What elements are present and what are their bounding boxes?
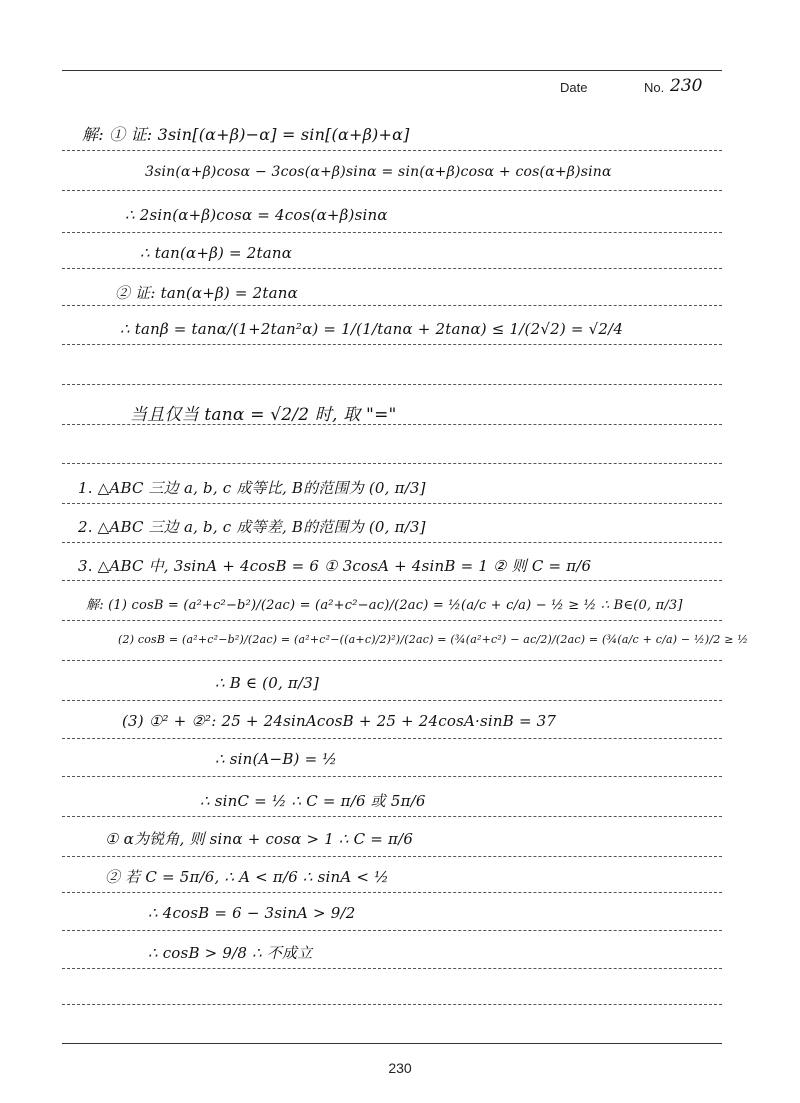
handwritten-line: ∴ cosB > 9/8 ∴ 不成立: [148, 944, 313, 962]
handwritten-line: 3. △ABC 中, 3sinA + 4cosB = 6 ① 3cosA + 4sinB = 1 ② 则 C = π/6: [78, 557, 592, 575]
handwritten-line: (3) ①² + ②²: 25 + 24sinAcosB + 25 + 24cosA·sinB = 37: [122, 712, 557, 730]
handwritten-line: 1. △ABC 三边 a, b, c 成等比, B的范围为 (0, π/3]: [78, 479, 426, 497]
handwritten-line: ∴ B ∈ (0, π/3]: [215, 674, 320, 692]
handwritten-line: ∴ tan(α+β) = 2tanα: [140, 244, 293, 262]
date-label: Date: [560, 80, 588, 95]
footer-rule: [62, 1043, 722, 1044]
handwritten-line: 2. △ABC 三边 a, b, c 成等差, B的范围为 (0, π/3]: [78, 518, 426, 536]
handwritten-line: (2) cosB = (a²+c²−b²)/(2ac) = (a²+c²−((a+c)/2)²)/(2ac) = (¾(a²+c²) − ac/2)/(2ac) = (¾(a/c + c/a) − ½)/2 ≥ ½: [118, 633, 749, 646]
handwritten-line: 解: (1) cosB = (a²+c²−b²)/(2ac) = (a²+c²−ac)/(2ac) = ½(a/c + c/a) − ½ ≥ ½ ∴ B∈(0, π/3]: [86, 598, 683, 613]
handwritten-line: ∴ 4cosB = 6 − 3sinA > 9/2: [148, 904, 356, 922]
handwritten-page-number: 230: [670, 76, 703, 96]
handwritten-line: ② 若 C = 5π/6, ∴ A < π/6 ∴ sinA < ½: [105, 868, 389, 886]
number-label: No.: [644, 80, 665, 95]
handwritten-line: ∴ sinC = ½ ∴ C = π/6 或 5π/6: [200, 792, 426, 810]
handwritten-line: ∴ 2sin(α+β)cosα = 4cos(α+β)sinα: [125, 206, 388, 224]
handwritten-line: 解: ① 证: 3sin[(α+β)−α] = sin[(α+β)+α]: [82, 125, 410, 144]
handwritten-line: ∴ tanβ = tanα/(1+2tan²α) = 1/(1/tanα + 2tanα) ≤ 1/(2√2) = √2/4: [120, 320, 624, 338]
handwritten-line: 当且仅当 tanα = √2/2 时, 取 "=": [130, 405, 397, 425]
page-number: 230: [388, 1060, 412, 1076]
handwritten-line: ① α为锐角, 则 sinα + cosα > 1 ∴ C = π/6: [105, 830, 414, 848]
handwritten-line: 3sin(α+β)cosα − 3cos(α+β)sinα = sin(α+β)cosα + cos(α+β)sinα: [145, 164, 612, 180]
handwritten-line: ② 证: tan(α+β) = 2tanα: [115, 284, 298, 302]
handwritten-line: ∴ sin(A−B) = ½: [215, 750, 338, 768]
